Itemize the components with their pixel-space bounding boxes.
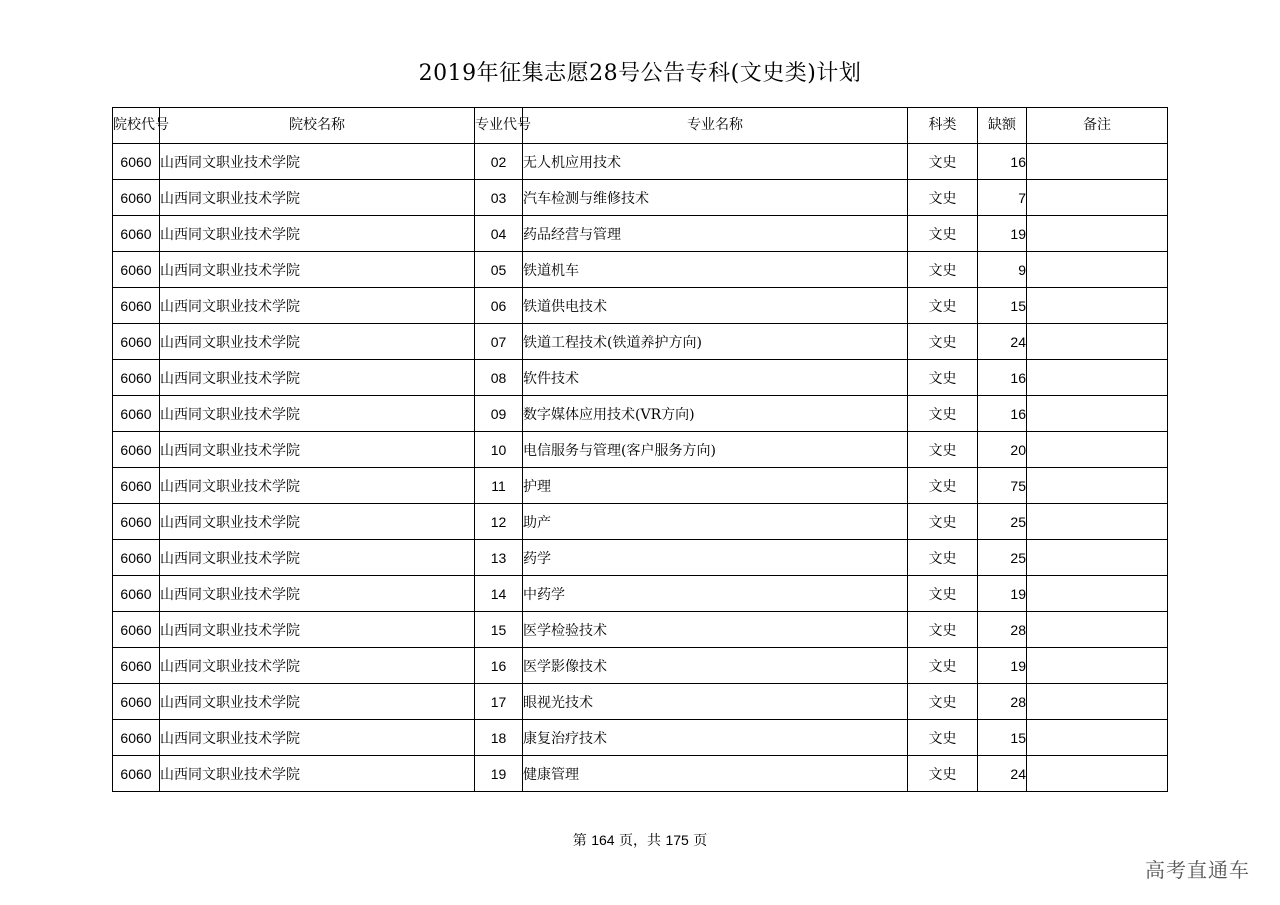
cell-category: 文史 — [908, 504, 978, 540]
table-row — [113, 468, 1168, 504]
cell-school-name: 山西同文职业技术学院 — [160, 360, 475, 396]
table-row — [113, 396, 1168, 432]
cell-major-name: 康复治疗技术 — [523, 720, 908, 756]
cell-school-name: 山西同文职业技术学院 — [160, 216, 475, 252]
cell-quota: 15 — [978, 720, 1027, 756]
header-quota: 缺额 — [978, 108, 1027, 144]
table-row — [113, 612, 1168, 648]
cell-school-name: 山西同文职业技术学院 — [160, 612, 475, 648]
cell-school-code: 6060 — [113, 288, 160, 324]
footer-prefix: 第 — [572, 833, 587, 849]
footer-suffix: 页 — [693, 833, 708, 849]
cell-category: 文史 — [908, 252, 978, 288]
cell-category: 文史 — [908, 216, 978, 252]
table-row — [113, 324, 1168, 360]
cell-quota: 15 — [978, 288, 1027, 324]
cell-school-name: 山西同文职业技术学院 — [160, 684, 475, 720]
table-row — [113, 504, 1168, 540]
cell-school-name: 山西同文职业技术学院 — [160, 324, 475, 360]
header-major-name: 专业名称 — [523, 108, 908, 144]
table-row — [113, 576, 1168, 612]
cell-school-name: 山西同文职业技术学院 — [160, 288, 475, 324]
table-row — [113, 288, 1168, 324]
cell-school-name: 山西同文职业技术学院 — [160, 468, 475, 504]
cell-quota: 9 — [978, 252, 1027, 288]
enrollment-plan-table — [112, 107, 1168, 792]
cell-notes — [1027, 684, 1168, 720]
table-row — [113, 720, 1168, 756]
cell-school-code: 6060 — [113, 432, 160, 468]
footer-page-number: 164 — [591, 832, 615, 848]
cell-notes — [1027, 252, 1168, 288]
cell-major-name: 药学 — [523, 540, 908, 576]
cell-major-code: 13 — [475, 540, 523, 576]
cell-quota: 24 — [978, 756, 1027, 792]
cell-major-name: 汽车检测与维修技术 — [523, 180, 908, 216]
cell-school-code: 6060 — [113, 144, 160, 180]
table-body — [113, 144, 1168, 792]
cell-major-code: 07 — [475, 324, 523, 360]
footer-total-pages: 175 — [665, 832, 689, 848]
cell-school-name: 山西同文职业技术学院 — [160, 648, 475, 684]
cell-notes — [1027, 180, 1168, 216]
cell-notes — [1027, 720, 1168, 756]
cell-major-code: 02 — [475, 144, 523, 180]
header-school-name: 院校名称 — [160, 108, 475, 144]
cell-major-code: 08 — [475, 360, 523, 396]
cell-major-name: 铁道供电技术 — [523, 288, 908, 324]
table-row — [113, 756, 1168, 792]
cell-major-name: 助产 — [523, 504, 908, 540]
cell-school-code: 6060 — [113, 396, 160, 432]
cell-school-name: 山西同文职业技术学院 — [160, 180, 475, 216]
cell-school-code: 6060 — [113, 648, 160, 684]
cell-major-code: 19 — [475, 756, 523, 792]
cell-school-name: 山西同文职业技术学院 — [160, 576, 475, 612]
cell-category: 文史 — [908, 720, 978, 756]
cell-notes — [1027, 504, 1168, 540]
cell-school-name: 山西同文职业技术学院 — [160, 756, 475, 792]
cell-school-code: 6060 — [113, 252, 160, 288]
cell-school-code: 6060 — [113, 468, 160, 504]
cell-category: 文史 — [908, 684, 978, 720]
cell-notes — [1027, 540, 1168, 576]
cell-major-code: 12 — [475, 504, 523, 540]
cell-quota: 19 — [978, 216, 1027, 252]
cell-major-code: 03 — [475, 180, 523, 216]
cell-quota: 20 — [978, 432, 1027, 468]
cell-quota: 19 — [978, 648, 1027, 684]
cell-major-name: 护理 — [523, 468, 908, 504]
cell-school-name: 山西同文职业技术学院 — [160, 540, 475, 576]
cell-category: 文史 — [908, 756, 978, 792]
table-row — [113, 648, 1168, 684]
cell-notes — [1027, 756, 1168, 792]
header-category: 科类 — [908, 108, 978, 144]
cell-major-code: 18 — [475, 720, 523, 756]
cell-category: 文史 — [908, 432, 978, 468]
cell-quota: 19 — [978, 576, 1027, 612]
cell-category: 文史 — [908, 180, 978, 216]
cell-school-name: 山西同文职业技术学院 — [160, 432, 475, 468]
cell-category: 文史 — [908, 144, 978, 180]
cell-quota: 25 — [978, 540, 1027, 576]
cell-major-code: 10 — [475, 432, 523, 468]
cell-quota: 75 — [978, 468, 1027, 504]
cell-major-name: 数字媒体应用技术(VR方向) — [523, 396, 908, 432]
cell-major-name: 中药学 — [523, 576, 908, 612]
cell-notes — [1027, 396, 1168, 432]
cell-major-name: 药品经营与管理 — [523, 216, 908, 252]
cell-category: 文史 — [908, 576, 978, 612]
cell-category: 文史 — [908, 396, 978, 432]
table-row — [113, 216, 1168, 252]
header-major-code: 专业代号 — [475, 108, 523, 144]
cell-notes — [1027, 144, 1168, 180]
cell-major-name: 无人机应用技术 — [523, 144, 908, 180]
table-row — [113, 684, 1168, 720]
cell-major-code: 16 — [475, 648, 523, 684]
table-row — [113, 432, 1168, 468]
header-row — [113, 108, 1168, 144]
cell-notes — [1027, 648, 1168, 684]
cell-school-name: 山西同文职业技术学院 — [160, 504, 475, 540]
cell-major-name: 铁道工程技术(铁道养护方向) — [523, 324, 908, 360]
cell-school-name: 山西同文职业技术学院 — [160, 396, 475, 432]
cell-school-code: 6060 — [113, 720, 160, 756]
cell-quota: 16 — [978, 396, 1027, 432]
cell-notes — [1027, 432, 1168, 468]
cell-school-name: 山西同文职业技术学院 — [160, 144, 475, 180]
footer-middle: 页，共 — [619, 833, 661, 849]
cell-major-name: 医学影像技术 — [523, 648, 908, 684]
cell-category: 文史 — [908, 648, 978, 684]
cell-major-code: 17 — [475, 684, 523, 720]
table-row — [113, 180, 1168, 216]
cell-major-code: 04 — [475, 216, 523, 252]
cell-school-name: 山西同文职业技术学院 — [160, 720, 475, 756]
cell-quota: 24 — [978, 324, 1027, 360]
cell-quota: 16 — [978, 144, 1027, 180]
cell-school-code: 6060 — [113, 360, 160, 396]
cell-quota: 25 — [978, 504, 1027, 540]
cell-major-code: 11 — [475, 468, 523, 504]
cell-major-code: 05 — [475, 252, 523, 288]
cell-school-code: 6060 — [113, 612, 160, 648]
table-row — [113, 144, 1168, 180]
cell-school-code: 6060 — [113, 324, 160, 360]
cell-major-code: 14 — [475, 576, 523, 612]
cell-quota: 28 — [978, 684, 1027, 720]
cell-major-name: 电信服务与管理(客户服务方向) — [523, 432, 908, 468]
cell-major-code: 15 — [475, 612, 523, 648]
cell-school-code: 6060 — [113, 540, 160, 576]
cell-notes — [1027, 576, 1168, 612]
cell-category: 文史 — [908, 360, 978, 396]
cell-school-code: 6060 — [113, 756, 160, 792]
cell-notes — [1027, 360, 1168, 396]
table-row — [113, 540, 1168, 576]
cell-category: 文史 — [908, 612, 978, 648]
cell-quota: 28 — [978, 612, 1027, 648]
cell-quota: 7 — [978, 180, 1027, 216]
cell-major-name: 医学检验技术 — [523, 612, 908, 648]
cell-school-code: 6060 — [113, 576, 160, 612]
cell-major-code: 09 — [475, 396, 523, 432]
cell-category: 文史 — [908, 288, 978, 324]
cell-category: 文史 — [908, 324, 978, 360]
cell-notes — [1027, 468, 1168, 504]
cell-notes — [1027, 324, 1168, 360]
cell-notes — [1027, 612, 1168, 648]
cell-major-name: 软件技术 — [523, 360, 908, 396]
page-title: 2019年征集志愿28号公告专科(文史类)计划 — [418, 61, 862, 86]
page-footer — [0, 830, 1280, 850]
cell-category: 文史 — [908, 540, 978, 576]
cell-quota: 16 — [978, 360, 1027, 396]
table-header — [113, 108, 1168, 144]
cell-major-code: 06 — [475, 288, 523, 324]
watermark: 高考直通车 — [1145, 858, 1250, 882]
cell-category: 文史 — [908, 468, 978, 504]
cell-school-code: 6060 — [113, 180, 160, 216]
cell-school-name: 山西同文职业技术学院 — [160, 252, 475, 288]
cell-notes — [1027, 288, 1168, 324]
cell-major-name: 眼视光技术 — [523, 684, 908, 720]
cell-major-name: 健康管理 — [523, 756, 908, 792]
header-school-code: 院校代号 — [113, 108, 160, 144]
table-row — [113, 360, 1168, 396]
cell-school-code: 6060 — [113, 216, 160, 252]
cell-notes — [1027, 216, 1168, 252]
table-row — [113, 252, 1168, 288]
header-notes: 备注 — [1027, 108, 1168, 144]
cell-school-code: 6060 — [113, 684, 160, 720]
cell-major-name: 铁道机车 — [523, 252, 908, 288]
cell-school-code: 6060 — [113, 504, 160, 540]
